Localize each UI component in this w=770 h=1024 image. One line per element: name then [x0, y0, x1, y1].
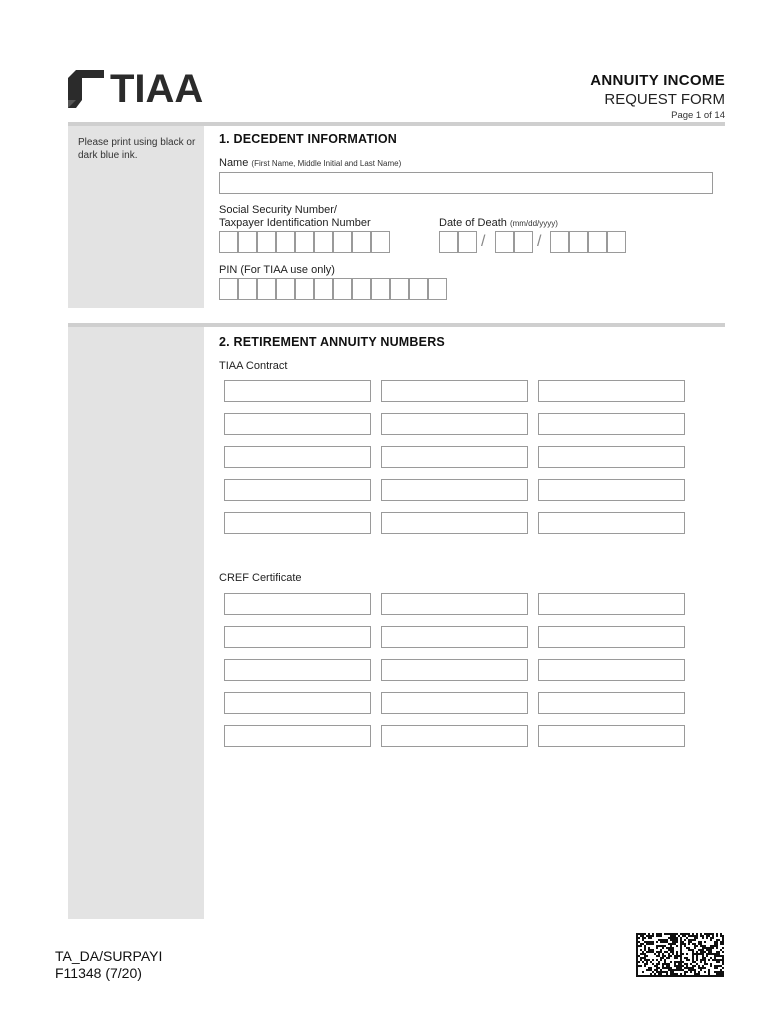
- ink-instruction: Please print using black or dark blue ink.: [78, 137, 196, 161]
- dod-digit-box[interactable]: [569, 231, 588, 253]
- dod-label-text: Date of Death: [439, 217, 507, 229]
- dod-digit-box[interactable]: [588, 231, 607, 253]
- datamatrix-barcode-icon: [636, 933, 724, 977]
- ssn-digit-box[interactable]: [257, 231, 276, 253]
- tiaa-contract-field[interactable]: [224, 380, 371, 402]
- ssn-digit-box[interactable]: [276, 231, 295, 253]
- section2-title: 2. RETIREMENT ANNUITY NUMBERS: [219, 335, 445, 349]
- pin-digit-box[interactable]: [276, 278, 295, 300]
- ssn-digit-box[interactable]: [238, 231, 257, 253]
- tiaa-contract-field[interactable]: [538, 512, 685, 534]
- cref-certificate-field[interactable]: [224, 593, 371, 615]
- ssn-label: [219, 204, 371, 230]
- cref-certificate-field[interactable]: [224, 659, 371, 681]
- pin-digit-box[interactable]: [257, 278, 276, 300]
- pin-label: PIN (For TIAA use only): [219, 264, 335, 276]
- dod-digit-box[interactable]: [550, 231, 569, 253]
- form-title-line1: ANNUITY INCOME: [590, 72, 725, 89]
- name-label: [219, 157, 401, 170]
- pin-digit-box[interactable]: [390, 278, 409, 300]
- form-title-line2: REQUEST FORM: [604, 91, 725, 108]
- cref-certificate-field[interactable]: [224, 626, 371, 648]
- tiaa-contract-grid: [224, 380, 685, 534]
- cref-certificate-field[interactable]: [538, 659, 685, 681]
- dod-digit-box[interactable]: [458, 231, 477, 253]
- dod-digit-box[interactable]: [495, 231, 514, 253]
- dod-year-boxes: [550, 231, 626, 253]
- cref-certificate-grid: [224, 593, 685, 747]
- dod-day-boxes: [495, 231, 533, 253]
- ssn-label-line1: Social Security Number/: [219, 204, 337, 216]
- name-hint: (First Name, Middle Initial and Last Name): [251, 159, 402, 168]
- form-title: [590, 72, 725, 121]
- name-label-text: Name: [219, 157, 249, 169]
- dod-hint: (mm/dd/yyyy): [509, 219, 558, 228]
- tiaa-contract-field[interactable]: [538, 446, 685, 468]
- cref-certificate-field[interactable]: [538, 692, 685, 714]
- tiaa-contract-label: TIAA Contract: [219, 360, 288, 372]
- form-code-line2: F11348 (7/20): [55, 965, 142, 981]
- ssn-label-line2: Taxpayer Identification Number: [219, 217, 371, 229]
- dod-month-boxes: [439, 231, 477, 253]
- date-separator: /: [537, 233, 542, 250]
- cref-certificate-field[interactable]: [538, 725, 685, 747]
- tiaa-logo-mark-icon: [68, 70, 104, 108]
- ssn-digit-box[interactable]: [314, 231, 333, 253]
- date-separator: /: [481, 233, 486, 250]
- pin-digit-box[interactable]: [219, 278, 238, 300]
- cref-certificate-label: CREF Certificate: [219, 572, 302, 584]
- ssn-boxes: [219, 231, 390, 253]
- ssn-digit-box[interactable]: [219, 231, 238, 253]
- pin-boxes: [219, 278, 447, 300]
- dod-digit-box[interactable]: [607, 231, 626, 253]
- dod-label: [439, 217, 558, 230]
- tiaa-contract-field[interactable]: [381, 380, 528, 402]
- cref-certificate-field[interactable]: [538, 626, 685, 648]
- tiaa-contract-field[interactable]: [224, 446, 371, 468]
- pin-digit-box[interactable]: [371, 278, 390, 300]
- tiaa-contract-field[interactable]: [381, 446, 528, 468]
- tiaa-contract-field[interactable]: [381, 479, 528, 501]
- cref-certificate-field[interactable]: [381, 593, 528, 615]
- tiaa-contract-field[interactable]: [381, 512, 528, 534]
- tiaa-logo: [68, 67, 204, 111]
- section1-title: 1. DECEDENT INFORMATION: [219, 132, 397, 146]
- tiaa-contract-field[interactable]: [381, 413, 528, 435]
- pin-digit-box[interactable]: [314, 278, 333, 300]
- cref-certificate-field[interactable]: [224, 725, 371, 747]
- cref-certificate-field[interactable]: [538, 593, 685, 615]
- decedent-name-field[interactable]: [219, 172, 713, 194]
- tiaa-contract-field[interactable]: [538, 479, 685, 501]
- tiaa-contract-field[interactable]: [224, 479, 371, 501]
- page-number: Page 1 of 14: [671, 110, 725, 121]
- pin-digit-box[interactable]: [333, 278, 352, 300]
- ssn-digit-box[interactable]: [371, 231, 390, 253]
- logo-text: TIAA: [110, 67, 204, 111]
- pin-digit-box[interactable]: [428, 278, 447, 300]
- ssn-digit-box[interactable]: [352, 231, 371, 253]
- cref-certificate-field[interactable]: [381, 725, 528, 747]
- form-code: [55, 948, 162, 982]
- cref-certificate-field[interactable]: [381, 692, 528, 714]
- tiaa-contract-field[interactable]: [224, 512, 371, 534]
- ssn-digit-box[interactable]: [295, 231, 314, 253]
- cref-certificate-field[interactable]: [224, 692, 371, 714]
- tiaa-contract-field[interactable]: [224, 413, 371, 435]
- cref-certificate-field[interactable]: [381, 659, 528, 681]
- tiaa-contract-field[interactable]: [538, 380, 685, 402]
- pin-digit-box[interactable]: [238, 278, 257, 300]
- pin-digit-box[interactable]: [409, 278, 428, 300]
- dod-digit-box[interactable]: [514, 231, 533, 253]
- pin-digit-box[interactable]: [352, 278, 371, 300]
- tiaa-contract-field[interactable]: [538, 413, 685, 435]
- section2-sidebar: [68, 327, 204, 919]
- cref-certificate-field[interactable]: [381, 626, 528, 648]
- dod-digit-box[interactable]: [439, 231, 458, 253]
- ssn-digit-box[interactable]: [333, 231, 352, 253]
- form-code-line1: TA_DA/SURPAYI: [55, 948, 163, 964]
- pin-digit-box[interactable]: [295, 278, 314, 300]
